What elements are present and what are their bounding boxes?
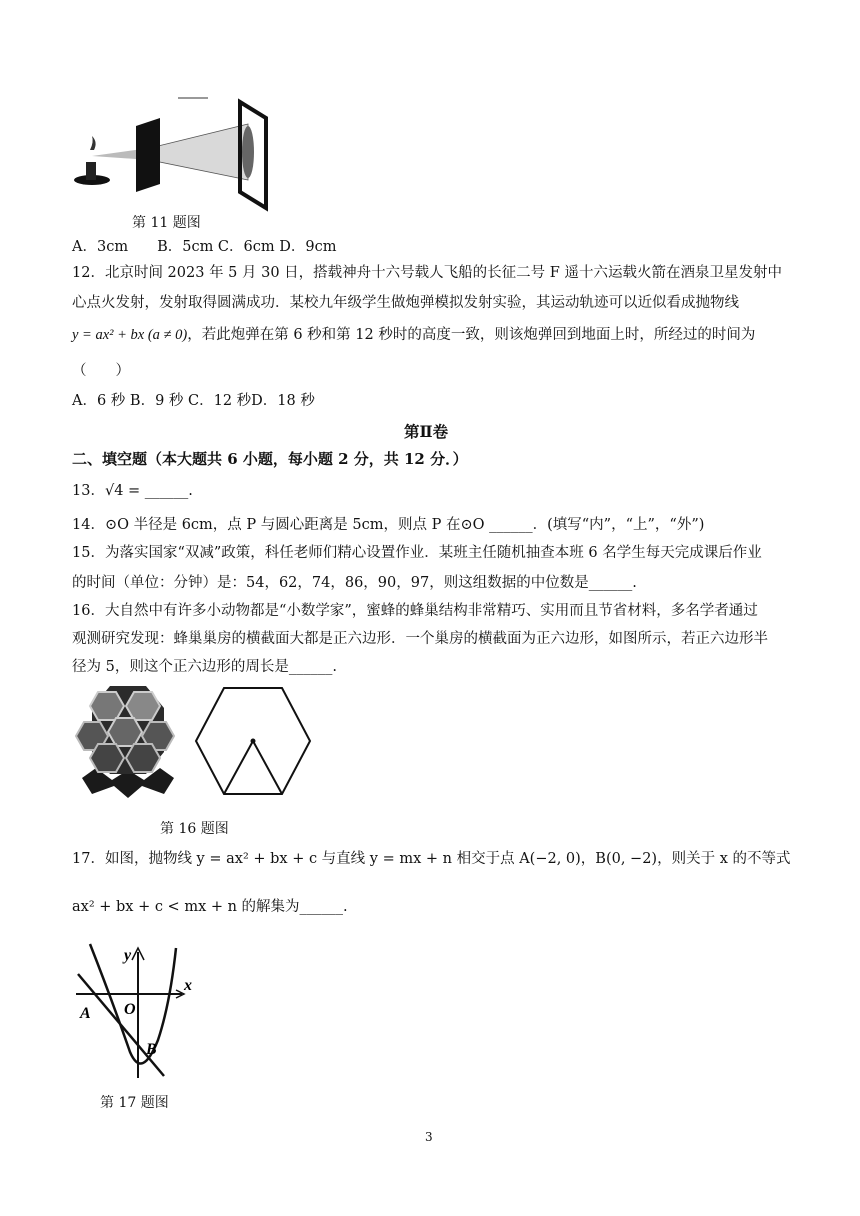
q12-options: A．6 秒 B．9 秒 C．12 秒D．18 秒 [72, 393, 315, 409]
q16-line2: 观测研究发现：蜂巢巢房的横截面大都是正六边形．一个巢房的横截面为正六边形，如图所示，若正六边形半 [72, 631, 768, 647]
q16-honeycomb-photo [72, 682, 184, 800]
q14-text: 14．⊙O 半径是 6cm，点 P 与圆心距离是 5cm，则点 P 在⊙O ______．(填写“内”，“上”，“外”) [72, 517, 705, 533]
q16-caption: 第 16 题图 [160, 821, 229, 837]
q17-line2: ax² + bx + c < mx + n 的解集为______. [72, 899, 348, 915]
q12-line3-rest: ，若此炮弹在第 6 秒和第 12 秒时的高度一致，则该炮弹回到地面上时，所经过的时间为 [187, 327, 756, 343]
q17-graph [72, 940, 202, 1080]
q17-y-label: y [124, 947, 132, 964]
q11-options: A．3cm B．5cm C．6cm D．9cm [72, 239, 337, 255]
q16-hexagon-diagram [192, 684, 314, 800]
q12-line1: 12．北京时间 2023 年 5 月 30 日，搭载神舟十六号载人飞船的长征二号 F 遥十六运载火箭在酒泉卫星发射中 [72, 265, 782, 281]
q17-x-label: x [184, 977, 192, 994]
q11-caption: 第 11 题图 [132, 215, 201, 231]
part2-heading: 二、填空题（本大题共 6 小题，每小题 2 分，共 12 分．） [72, 450, 468, 468]
q12-paren: （ ） [72, 363, 130, 379]
q12-line2: 心点火发射，发射取得圆满成功．某校九年级学生做炮弹模拟发射实验，其运动轨迹可以近似看成抛物线 [72, 295, 739, 311]
part2-title: 第Ⅱ卷 [404, 422, 449, 441]
q13-text: 13．√4 = ______. [72, 483, 193, 499]
q17-o-label: O [124, 1001, 136, 1018]
q17-caption: 第 17 题图 [100, 1095, 169, 1111]
q12-formula: y = ax² + bx (a ≠ 0) [72, 327, 188, 343]
q15-line1: 15．为落实国家“双减”政策，科任老师们精心设置作业．某班主任随机抽查本班 6 名学生每天完成课后作业 [72, 545, 762, 561]
q12-line3 [72, 328, 755, 343]
q15-line2: 的时间（单位：分钟）是：54，62，74，86，90，97，则这组数据的中位数是______. [72, 575, 637, 591]
q16-line1: 16．大自然中有许多小动物都是“小数学家”，蜜蜂的蜂巢结构非常精巧、实用而且节省材料，多名学者通过 [72, 603, 758, 619]
page-number: 3 [425, 1130, 433, 1144]
q17-line1: 17．如图，抛物线 y = ax² + bx + c 与直线 y = mx + n 相交于点 A(−2, 0)，B(0, −2)，则关于 x 的不等式 [72, 851, 791, 867]
q17-a-label: A [80, 1005, 91, 1022]
q11-pinhole-figure [70, 96, 280, 208]
q17-b-label: B [146, 1041, 157, 1058]
q16-line3: 径为 5，则这个正六边形的周长是______. [72, 659, 337, 675]
